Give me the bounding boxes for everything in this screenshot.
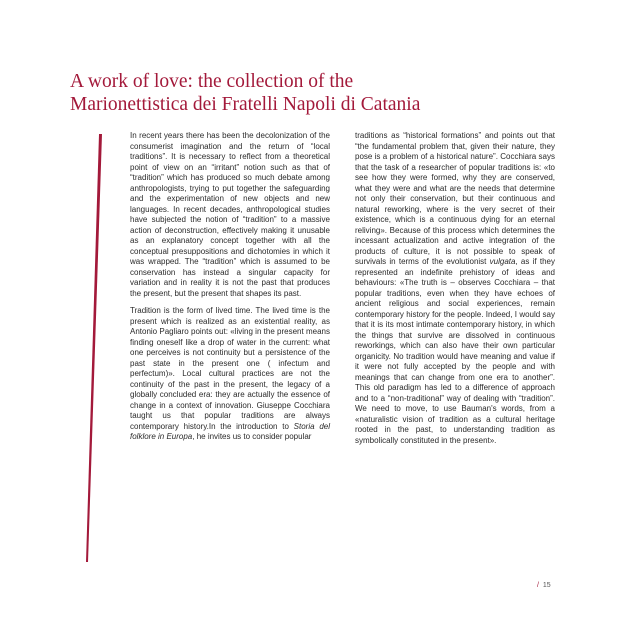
article-title-line-2: Marionettistica dei Fratelli Napoli di Catania <box>70 94 421 115</box>
page-number-value: 15 <box>542 582 551 589</box>
page-number-slash: / <box>537 582 539 589</box>
left-paragraph-2: Tradition is the form of lived time. The lived time is the present which is realized as an existential reality, as Antonio Pagliaro points out: «living in the present means finding oneself like a drop of water in the current: what one perceives is not continuity but a persistence of the past state in the present one ( infectum and perfectum)». Local cultural practices are not the continuity of the past in the present, the legacy of a globally concluded era: they are actually the essence of change in a context of innovation. Giuseppe Cocchiara taught us that popular traditions are always contemporary history.In the introduction to Storia del folklore in Europa, he invites us to consider popular <box>130 306 330 441</box>
page-number <box>537 582 551 589</box>
article-title-line-1: A work of love: the collection of the <box>70 71 354 92</box>
book-title-italic: Storia del folklore in Europa <box>130 421 330 441</box>
right-paragraph-1: traditions as “historical formations” and points out that “the fundamental problem that, given their nature, they pose is a problem of a historical nature”. Cocchiara says that the task of a researcher of popular traditions is: «to see how they were formed, why they are conserved, what they were and what are the needs that determine not only their conservation, but their continuous and natural reworking, where is the very secret of their existence, which is a continuous dying for an eternal reliving». Because of this process which determines the incessant actualization and active integration of the products of culture, it is not possible to speak of survivals in terms of the evolutionist vulgata, as if they represented an indefinite prehistory of ideas and behaviours: «The truth is – observes Cocchiara – that popular traditions, even when they have echoes of ancient religious and social experiences, remain contemporary history for the people. Indeed, I would say that it is its most intimate contemporary history, in which the things that survive are dissolved in continuous reworkings, which can also have their own particular organicity. No tradition would have meaning and value if it were not fully accepted by the people and with meanings that can change from one era to another”. This old paradigm has led to a difference of approach and to a “non-traditional” way of dealing with “tradition”. We need to move, to use Bauman's words, from a «naturalistic vision of tradition as a cultural heritage rooted in the past, to understanding tradition as symbolically constituted in the present». <box>355 131 555 445</box>
left-paragraph-1: In recent years there has been the decolonization of the consumerist imagination and the return of “local traditions”. It is necessary to reflect from a theoretical point of view on an “irritant” notion such as that of “tradition” which has produced so much debate among anthropologists, trying to put together the safeguarding and the experimentation of new objects and new languages. In recent decades, anthropological studies have subjected the notion of “tradition” to a massive action of deconstruction, effectively making it unusable as an explanatory concept together with all the conceptual presuppositions and dichotomies in which it was wrapped. The “tradition” which is assumed to be conservation has instead a singular capacity for variation and in reality it is not the past that produces the present, but the present that shapes its past. <box>130 131 330 298</box>
vulgata-italic: vulgata <box>489 257 516 266</box>
left-column <box>130 131 330 450</box>
right-column <box>355 131 555 453</box>
